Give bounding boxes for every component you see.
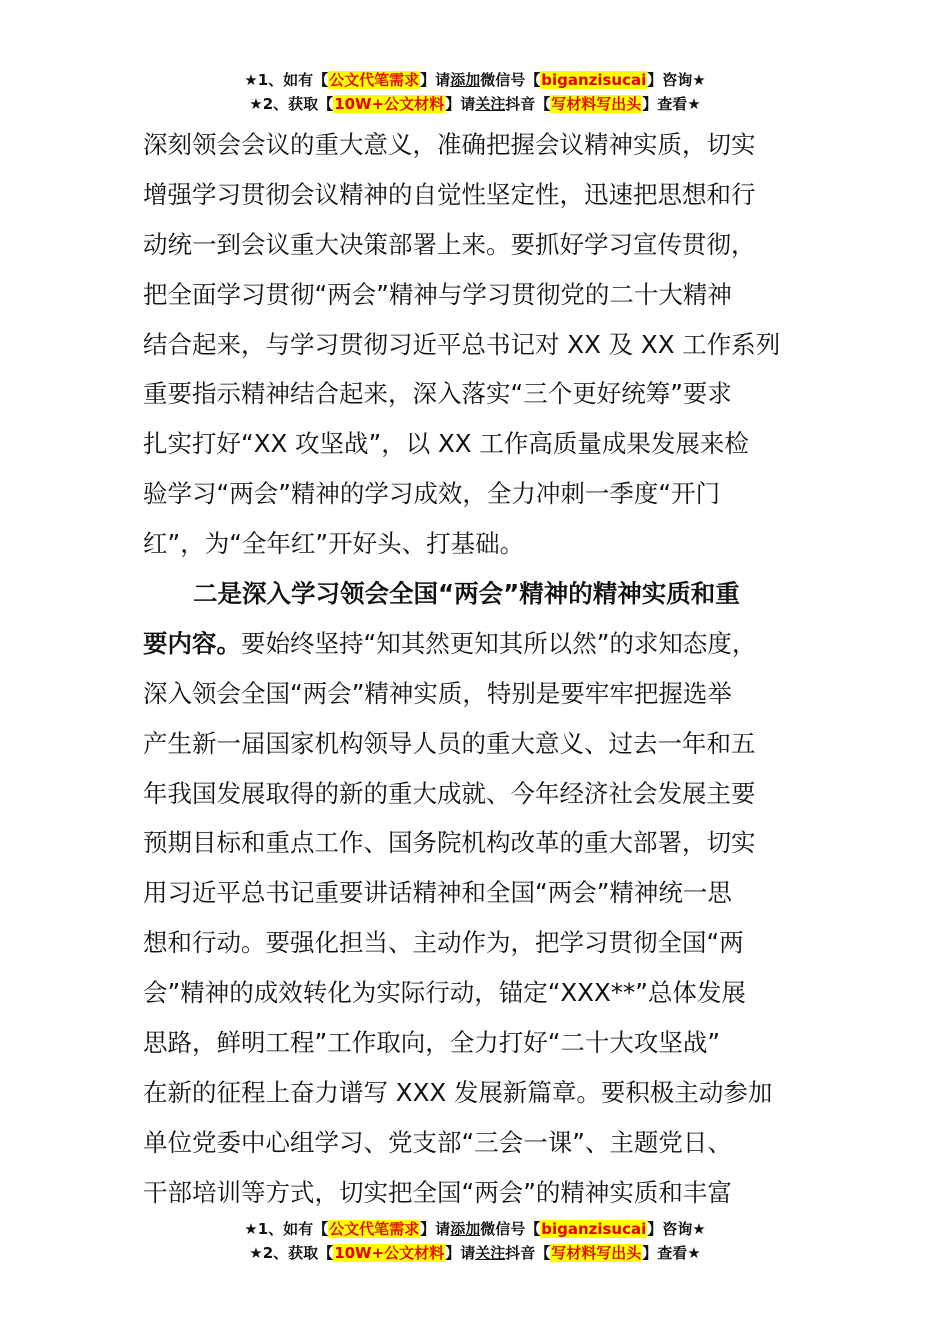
body-line xyxy=(143,619,823,669)
body-line: 思路，鲜明工程”工作取向，全力打好“二十大攻坚战” xyxy=(143,1028,721,1058)
banner-text: 】请 xyxy=(420,71,451,89)
body-line: 干部培训等方式，切实把全国“两会”的精神实质和丰富 xyxy=(143,1177,732,1207)
banner-line-1 xyxy=(0,68,950,92)
banner-text: 微信号【 xyxy=(480,1220,541,1238)
banner-highlight: 10W+公文材料 xyxy=(334,95,445,113)
body-line: 深入领会全国“两会”精神实质，特别是要牢牢把握选举 xyxy=(143,678,732,708)
banner-highlight: 公文代笔需求 xyxy=(329,71,420,89)
body-line: 产生新一届国家机构领导人员的重大意义、过去一年和五 xyxy=(143,728,756,758)
body-line: 重要指示精神结合起来，深入落实“三个更好统筹”要求 xyxy=(143,379,732,409)
banner-text: 】咨询★ xyxy=(647,1220,706,1238)
body-line: 深刻领会会议的重大意义，准确把握会议精神实质，切实 xyxy=(143,130,756,159)
banner-underlined-text: 添加 xyxy=(450,71,481,89)
body-line: 扎实打好“XX 攻坚战”，以 XX 工作高质量成果发展来检 xyxy=(143,429,749,459)
top-banner xyxy=(0,68,950,116)
body-line: 动统一到会议重大决策部署上来。要抓好学习宣传贯彻， xyxy=(143,229,756,259)
body-line: 结合起来，与学习贯彻习近平总书记对 XX 及 XX 工作系列 xyxy=(143,329,781,359)
section-heading-tail: 要内容。 xyxy=(143,628,241,658)
body-line: 增强学习贯彻会议精神的自觉性坚定性，迅速把思想和行 xyxy=(143,179,756,209)
banner-highlight: 公文代笔需求 xyxy=(329,1220,420,1238)
bottom-banner xyxy=(0,1217,950,1265)
banner-text: 抖音【 xyxy=(505,95,551,113)
body-line: 单位党委中心组学习、党支部“三会一课”、主题党日、 xyxy=(143,1127,732,1157)
section-heading: 二是深入学习领会全国“两会”精神的精神实质和重 xyxy=(193,579,740,609)
banner-text: ★1、如有【 xyxy=(244,1220,329,1238)
banner-highlight: 10W+公文材料 xyxy=(334,1244,445,1262)
banner-highlight: 写材料写出头 xyxy=(551,1244,642,1262)
banner-text: 】查看★ xyxy=(642,95,701,113)
banner-underlined-text: 关注 xyxy=(475,1244,506,1262)
body-line: 会”精神的成效转化为实际行动，锚定“XXX**”总体发展 xyxy=(143,978,746,1008)
body-line: 年我国发展取得的新的重大成就、今年经济社会发展主要 xyxy=(143,778,756,808)
banner-line-2 xyxy=(0,92,950,116)
body-line: 在新的征程上奋力谱写 XXX 发展新篇章。要积极主动参加 xyxy=(143,1077,773,1107)
banner-text: ★2、获取【 xyxy=(249,1244,334,1262)
section-heading-line xyxy=(143,569,823,619)
banner-text: ★2、获取【 xyxy=(249,95,334,113)
banner-text: 】咨询★ xyxy=(647,71,706,89)
banner-text: 】请 xyxy=(420,1220,451,1238)
body-line: 想和行动。要强化担当、主动作为，把学习贯彻全国“两 xyxy=(143,928,744,958)
banner-line-1 xyxy=(0,1217,950,1241)
body-line: 把全面学习贯彻“两会”精神与学习贯彻党的二十大精神 xyxy=(143,279,732,309)
body-line: 验学习“两会”精神的学习成效，全力冲刺一季度“开门 xyxy=(143,479,721,509)
document-body xyxy=(143,120,823,1218)
banner-text: 抖音【 xyxy=(505,1244,551,1262)
banner-underlined-text: 添加 xyxy=(450,1220,481,1238)
body-line: 红”，为“全年红”开好头、打基础。 xyxy=(143,529,525,559)
banner-text: 微信号【 xyxy=(480,71,541,89)
banner-text: ★1、如有【 xyxy=(244,71,329,89)
banner-highlight: biganzisucai xyxy=(541,1220,647,1238)
banner-text: 】查看★ xyxy=(642,1244,701,1262)
banner-highlight: biganzisucai xyxy=(541,71,647,89)
banner-text: 】请 xyxy=(445,95,476,113)
banner-line-2 xyxy=(0,1241,950,1265)
body-text: 要始终坚持“知其然更知其所以然”的求知态度， xyxy=(241,628,757,658)
banner-underlined-text: 关注 xyxy=(475,95,506,113)
banner-highlight: 写材料写出头 xyxy=(551,95,642,113)
banner-text: 】请 xyxy=(445,1244,476,1262)
body-line: 用习近平总书记重要讲话精神和全国“两会”精神统一思 xyxy=(143,878,732,908)
body-line: 预期目标和重点工作、国务院机构改革的重大部署，切实 xyxy=(143,828,756,858)
